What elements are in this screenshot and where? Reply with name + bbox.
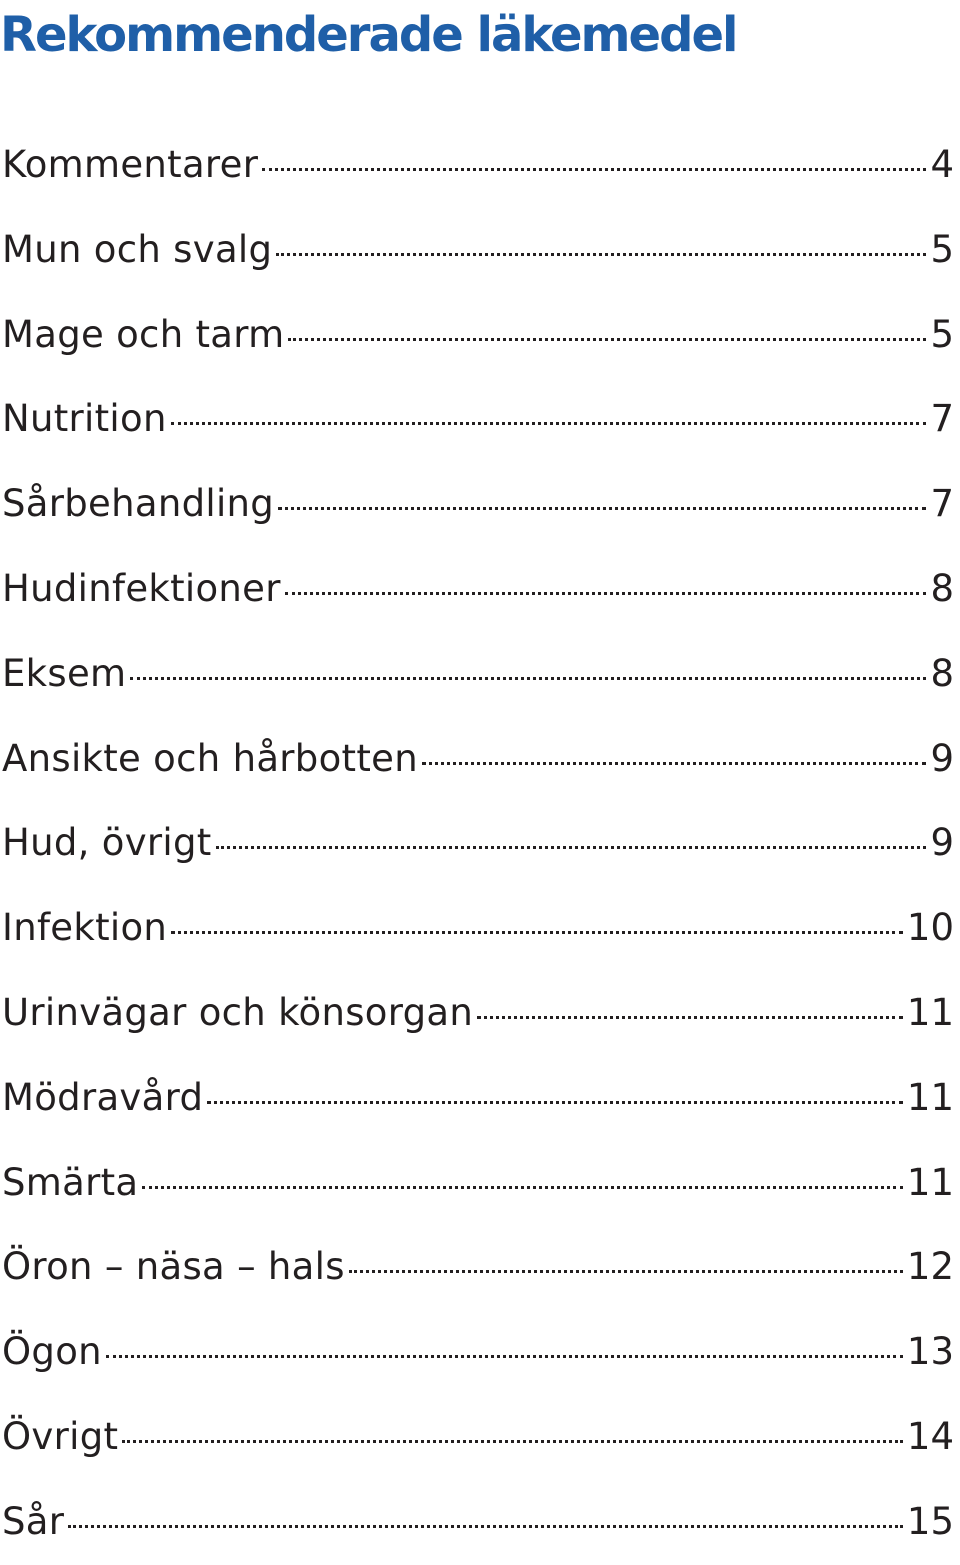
toc-entry-urinvagar-och-konsorgan[interactable] (2, 971, 954, 1056)
toc-dot-leader (216, 846, 927, 849)
toc-entry-hudinfektioner[interactable] (2, 547, 954, 632)
toc-dot-leader (349, 1270, 903, 1273)
toc-dot-leader (422, 762, 926, 765)
toc-page-number: 15 (906, 1499, 954, 1543)
toc-dot-leader (106, 1355, 903, 1358)
toc-entry-label: Öron – näsa – hals (2, 1245, 345, 1289)
toc-entry-sar[interactable] (2, 1480, 954, 1565)
toc-entry-label: Hudinfektioner (2, 566, 281, 610)
toc-entry-label: Mage och tarm (2, 312, 285, 356)
toc-page-number: 4 (930, 143, 954, 186)
toc-page-number: 14 (906, 1414, 954, 1458)
toc-entry-label: Mun och svalg (2, 227, 273, 271)
toc-dot-leader (285, 592, 927, 595)
toc-page-number: 8 (930, 651, 954, 695)
toc-dot-leader (122, 1440, 903, 1443)
toc-entry-hud-ovrigt[interactable] (2, 801, 954, 886)
toc-entry-modravard[interactable] (2, 1056, 954, 1141)
toc-dot-leader (130, 677, 926, 680)
toc-page-number: 9 (930, 821, 954, 865)
toc-entry-oron-nasa-hals[interactable] (2, 1225, 954, 1310)
toc-page-number: 5 (930, 227, 954, 271)
toc-entry-label: Hud, övrigt (2, 821, 212, 865)
toc-entry-label: Smärta (2, 1160, 139, 1204)
toc-entry-ogon[interactable] (2, 1310, 954, 1395)
toc-entry-label: Ansikte och hårbotten (2, 736, 418, 780)
toc-page-number: 7 (930, 397, 954, 441)
toc-dot-leader (262, 168, 926, 171)
toc-entry-mun-och-svalg[interactable] (2, 208, 954, 293)
toc-entry-label: Sårbehandling (2, 482, 275, 526)
toc-page-number: 11 (906, 1075, 954, 1119)
toc-entry-label: Nutrition (2, 397, 167, 441)
toc-entry-mage-och-tarm[interactable] (2, 293, 954, 378)
toc-entry-label: Sår (2, 1499, 65, 1543)
toc-page-number: 10 (906, 906, 954, 950)
toc-page-number: 7 (930, 482, 954, 526)
toc-entry-infektion[interactable] (2, 886, 954, 971)
toc-page-number: 8 (930, 566, 954, 610)
toc-entry-eksem[interactable] (2, 632, 954, 717)
toc-entry-kommentarer[interactable] (2, 123, 954, 208)
toc-page-number: 11 (906, 990, 954, 1034)
toc-dot-leader (276, 253, 926, 256)
toc-page-number: 9 (930, 736, 954, 780)
toc-dot-leader (477, 1016, 903, 1019)
toc-entry-ansikte-och-harbotten[interactable] (2, 717, 954, 802)
toc-dot-leader (171, 422, 927, 425)
toc-dot-leader (68, 1525, 903, 1528)
toc-entry-ovrigt[interactable] (2, 1395, 954, 1480)
toc-entry-label: Kommentarer (2, 143, 259, 186)
toc-entry-label: Urinvägar och könsorgan (2, 990, 474, 1034)
toc-page-number: 11 (906, 1160, 954, 1204)
table-of-contents (2, 123, 954, 1565)
toc-dot-leader (171, 931, 903, 934)
toc-page-number: 12 (906, 1245, 954, 1289)
toc-dot-leader (207, 1101, 903, 1104)
toc-entry-sarbehandling[interactable] (2, 462, 954, 547)
toc-entry-label: Eksem (2, 651, 127, 695)
toc-entry-label: Mödravård (2, 1075, 204, 1119)
toc-dot-leader (142, 1186, 903, 1189)
page-title: Rekommenderade läkemedel (0, 7, 737, 63)
toc-entry-label: Infektion (2, 906, 168, 950)
toc-page-number: 5 (930, 312, 954, 356)
toc-page-number: 13 (906, 1330, 954, 1374)
toc-dot-leader (288, 338, 926, 341)
toc-entry-smarta[interactable] (2, 1141, 954, 1226)
toc-entry-nutrition[interactable] (2, 377, 954, 462)
toc-entry-label: Övrigt (2, 1414, 119, 1458)
toc-dot-leader (278, 507, 926, 510)
toc-entry-label: Ögon (2, 1330, 102, 1374)
